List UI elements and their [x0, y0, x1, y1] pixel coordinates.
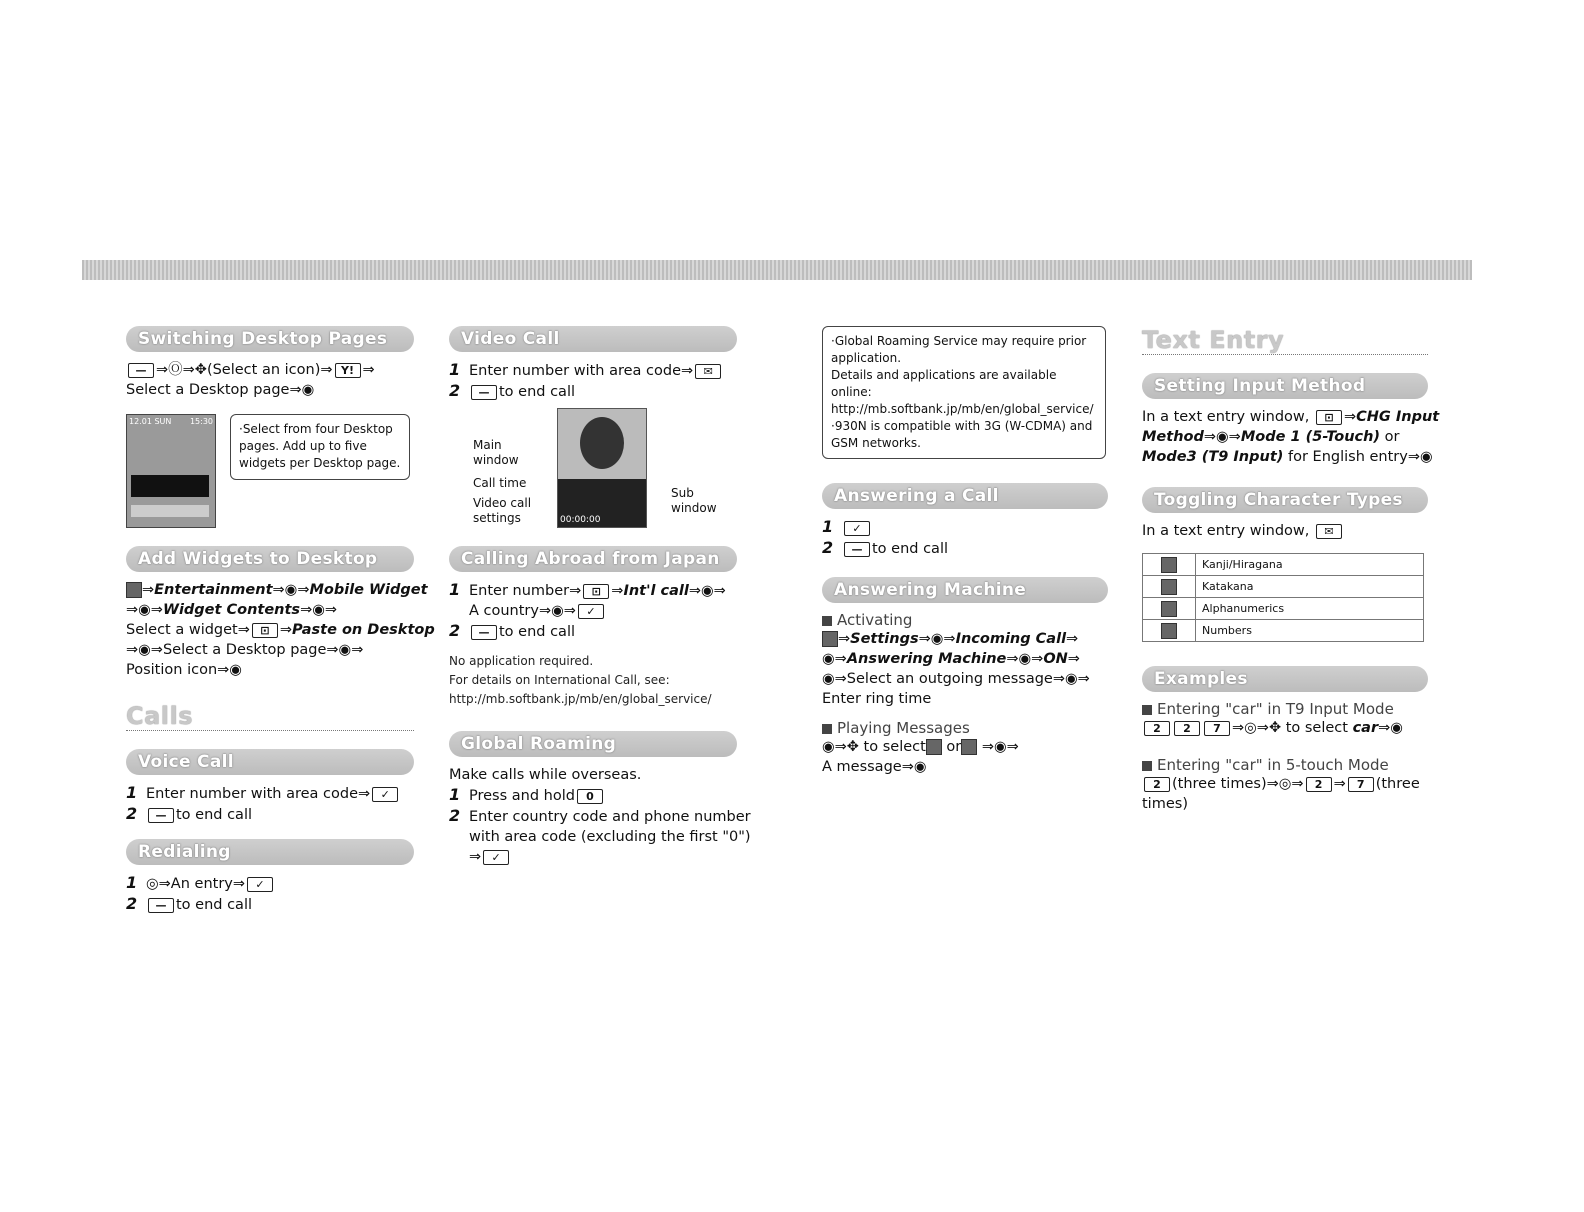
answer-step-2: 2 — to end call — [822, 538, 949, 557]
key-2-icon: 2 — [1306, 777, 1332, 792]
menu-icon — [822, 631, 838, 647]
abroad-note-url: http://mb.softbank.jp/mb/en/global_service/ — [449, 692, 712, 706]
calling-abroad-title: Calling Abroad from Japan — [449, 546, 737, 572]
calls-heading: Calls — [126, 702, 194, 730]
playing-line-1: ◉⇒✥ to select or ⇒◉⇒ — [822, 739, 1019, 755]
column-4 — [1142, 326, 1440, 814]
abroad-step-1b: A country⇒◉⇒ ✓ — [449, 601, 737, 621]
key-7-icon: 7 — [1348, 777, 1374, 792]
add-widgets-title: Add Widgets to Desktop — [126, 546, 414, 572]
menu-icon — [126, 582, 142, 598]
roaming-step-2c: ⇒ ✓ — [449, 847, 737, 867]
kanji-icon — [1161, 557, 1177, 573]
video-step-1: 1 Enter number with area code⇒ ✉ — [449, 360, 737, 381]
numbers-icon — [1161, 623, 1177, 639]
call-key-icon: ✓ — [372, 787, 398, 802]
abroad-note-1: No application required. — [449, 654, 594, 668]
calls-rule — [126, 730, 414, 731]
caller-photo — [580, 417, 624, 469]
end-key-icon: — — [148, 808, 174, 823]
call-key-icon: ✓ — [578, 604, 604, 619]
key-2-icon: 2 — [1174, 721, 1200, 736]
global-roaming-title: Global Roaming — [449, 731, 737, 757]
options-key-icon: ⊡ — [583, 584, 609, 599]
voice-step-1: 1 Enter number with area code⇒ ✓ — [126, 783, 414, 804]
redialing-title: Redialing — [126, 839, 414, 865]
machine-line-3: ◉⇒Select an outgoing message⇒◉⇒ — [822, 671, 1090, 687]
video-call-title: Video Call — [449, 326, 737, 352]
call-key-icon: ✓ — [483, 850, 509, 865]
answering-call-title: Answering a Call — [822, 483, 1108, 509]
alphanumeric-icon — [1161, 601, 1177, 617]
column-2 — [449, 326, 751, 867]
column-3 — [822, 326, 1108, 777]
machine-line-2: ◉⇒Answering Machine⇒◉⇒ON⇒ — [822, 651, 1080, 667]
switching-step-2: Select a Desktop page⇒◉ — [126, 382, 315, 398]
playing-line-2: A message⇒◉ — [822, 759, 927, 775]
example-2-heading: Entering "car" in 5-touch Mode — [1142, 756, 1428, 774]
desktop-screen-image: 12.01 SUN 15:30 — [126, 414, 216, 528]
input-line-1: In a text entry window, ⊡ ⇒CHG Input — [1142, 409, 1440, 425]
answer-step-1: 1 ✓ — [822, 517, 1108, 538]
table-row: Katakana — [1143, 576, 1424, 598]
key-2-icon: 2 — [1144, 721, 1170, 736]
widgets-line-1: ⇒Entertainment⇒◉⇒Mobile Widget — [126, 580, 414, 600]
nav-key-icon: ◎ — [146, 876, 159, 892]
answering-machine-title: Answering Machine — [822, 577, 1108, 603]
widgets-line-2: ⇒◉⇒Widget Contents⇒◉⇒ — [126, 602, 338, 618]
voice-call-title: Voice Call — [126, 749, 414, 775]
switching-desktop-title: Switching Desktop Pages — [126, 326, 414, 352]
input-line-2: Method⇒◉⇒Mode 1 (5-Touch) or — [1142, 429, 1400, 445]
setting-input-title: Setting Input Method — [1142, 373, 1428, 399]
switching-note: ·Select from four Desktop pages. Add up to five widgets per Desktop page. — [230, 414, 410, 480]
playing-messages-heading: Playing Messages — [822, 719, 1108, 737]
column-1 — [126, 326, 435, 915]
katakana-icon — [1161, 579, 1177, 595]
mail-key-icon: ✉ — [1316, 524, 1342, 539]
switching-step-1: — ⇒Ⓞ⇒✥(Select an icon)⇒ Y! ⇒ — [126, 360, 414, 380]
machine-line-4: Enter ring time — [822, 691, 932, 707]
redial-step-1: 1 ◎⇒An entry⇒ ✓ — [126, 873, 414, 894]
activating-heading: Activating — [822, 611, 1108, 629]
switching-illustration — [126, 414, 414, 542]
end-key-icon: — — [471, 625, 497, 640]
end-key-icon: — — [128, 363, 154, 378]
video-message-icon — [961, 739, 977, 755]
character-type-table — [1142, 553, 1424, 642]
video-screen-image: 00:00:00 — [557, 408, 647, 528]
options-key-icon: ⊡ — [252, 623, 278, 638]
call-key-icon: ✓ — [247, 877, 273, 892]
table-row: Kanji/Hiragana — [1143, 554, 1424, 576]
widgets-line-3: Select a widget⇒ ⊡ ⇒Paste on Desktop — [126, 622, 435, 638]
example-2-steps: 2 (three times)⇒◎⇒ 2 ⇒ 7 (three — [1142, 774, 1428, 794]
menu-key-icon: Y! — [335, 363, 361, 378]
end-key-icon: — — [844, 542, 870, 557]
text-entry-rule — [1142, 354, 1428, 355]
table-row: Alphanumerics — [1143, 598, 1424, 620]
redial-step-2: 2 — to end call — [126, 894, 253, 913]
key-7-icon: 7 — [1204, 721, 1230, 736]
table-row: Numbers — [1143, 620, 1424, 642]
header-band — [82, 260, 1472, 280]
abroad-step-2: 2 — to end call — [449, 621, 576, 640]
options-key-icon: ⊡ — [1316, 410, 1342, 425]
widgets-line-5: Position icon⇒◉ — [126, 662, 242, 678]
machine-line-1: ⇒Settings⇒◉⇒Incoming Call⇒ — [822, 629, 1108, 649]
label-sub-window: Sub window — [671, 486, 717, 515]
abroad-step-1: 1 Enter number⇒ ⊡ ⇒Int'l call⇒◉⇒ — [449, 580, 726, 599]
example-2-steps-b: times) — [1142, 796, 1188, 812]
abroad-note-2: For details on International Call, see: — [449, 673, 670, 687]
message-icon — [926, 739, 942, 755]
widgets-line-4: ⇒◉⇒Select a Desktop page⇒◉⇒ — [126, 642, 364, 658]
key-2-icon: 2 — [1144, 777, 1170, 792]
example-1-steps: 2 2 7 ⇒◎⇒✥ to select car⇒◉ — [1142, 718, 1428, 738]
call-key-icon: ✓ — [844, 521, 870, 536]
toggling-types-title: Toggling Character Types — [1142, 487, 1428, 513]
toggle-intro: In a text entry window, ✉ — [1142, 521, 1428, 541]
roaming-note-box: ·Global Roaming Service may require prior application. Details and applications are available online: http://mb.softbank.jp/mb/en/global_service/ ·930N is compatible with 3G (W-CDMA) and GSM networks. — [822, 326, 1106, 459]
input-line-3: Mode3 (T9 Input) for English entry⇒◉ — [1142, 449, 1433, 465]
label-video-settings: Video call settings — [473, 496, 532, 525]
end-key-icon: — — [471, 385, 497, 400]
label-main-window: Main window — [473, 438, 519, 467]
zero-key-icon: 0 — [577, 789, 603, 804]
video-illustration — [449, 408, 737, 538]
voice-step-2: 2 — to end call — [126, 804, 253, 823]
roaming-step-1: 1 Press and hold 0 — [449, 785, 737, 806]
examples-title: Examples — [1142, 666, 1428, 692]
text-entry-heading: Text Entry — [1142, 326, 1285, 354]
video-step-2: 2 — to end call — [449, 381, 576, 400]
end-key-icon: — — [148, 898, 174, 913]
mail-key-icon: ✉ — [695, 364, 721, 379]
roaming-step-2: 2 Enter country code and phone number — [449, 806, 751, 825]
example-1-heading: Entering "car" in T9 Input Mode — [1142, 700, 1428, 718]
roaming-intro: Make calls while overseas. — [449, 767, 642, 783]
label-call-time: Call time — [473, 476, 527, 490]
roaming-step-2b: with area code (excluding the first "0") — [469, 829, 751, 845]
